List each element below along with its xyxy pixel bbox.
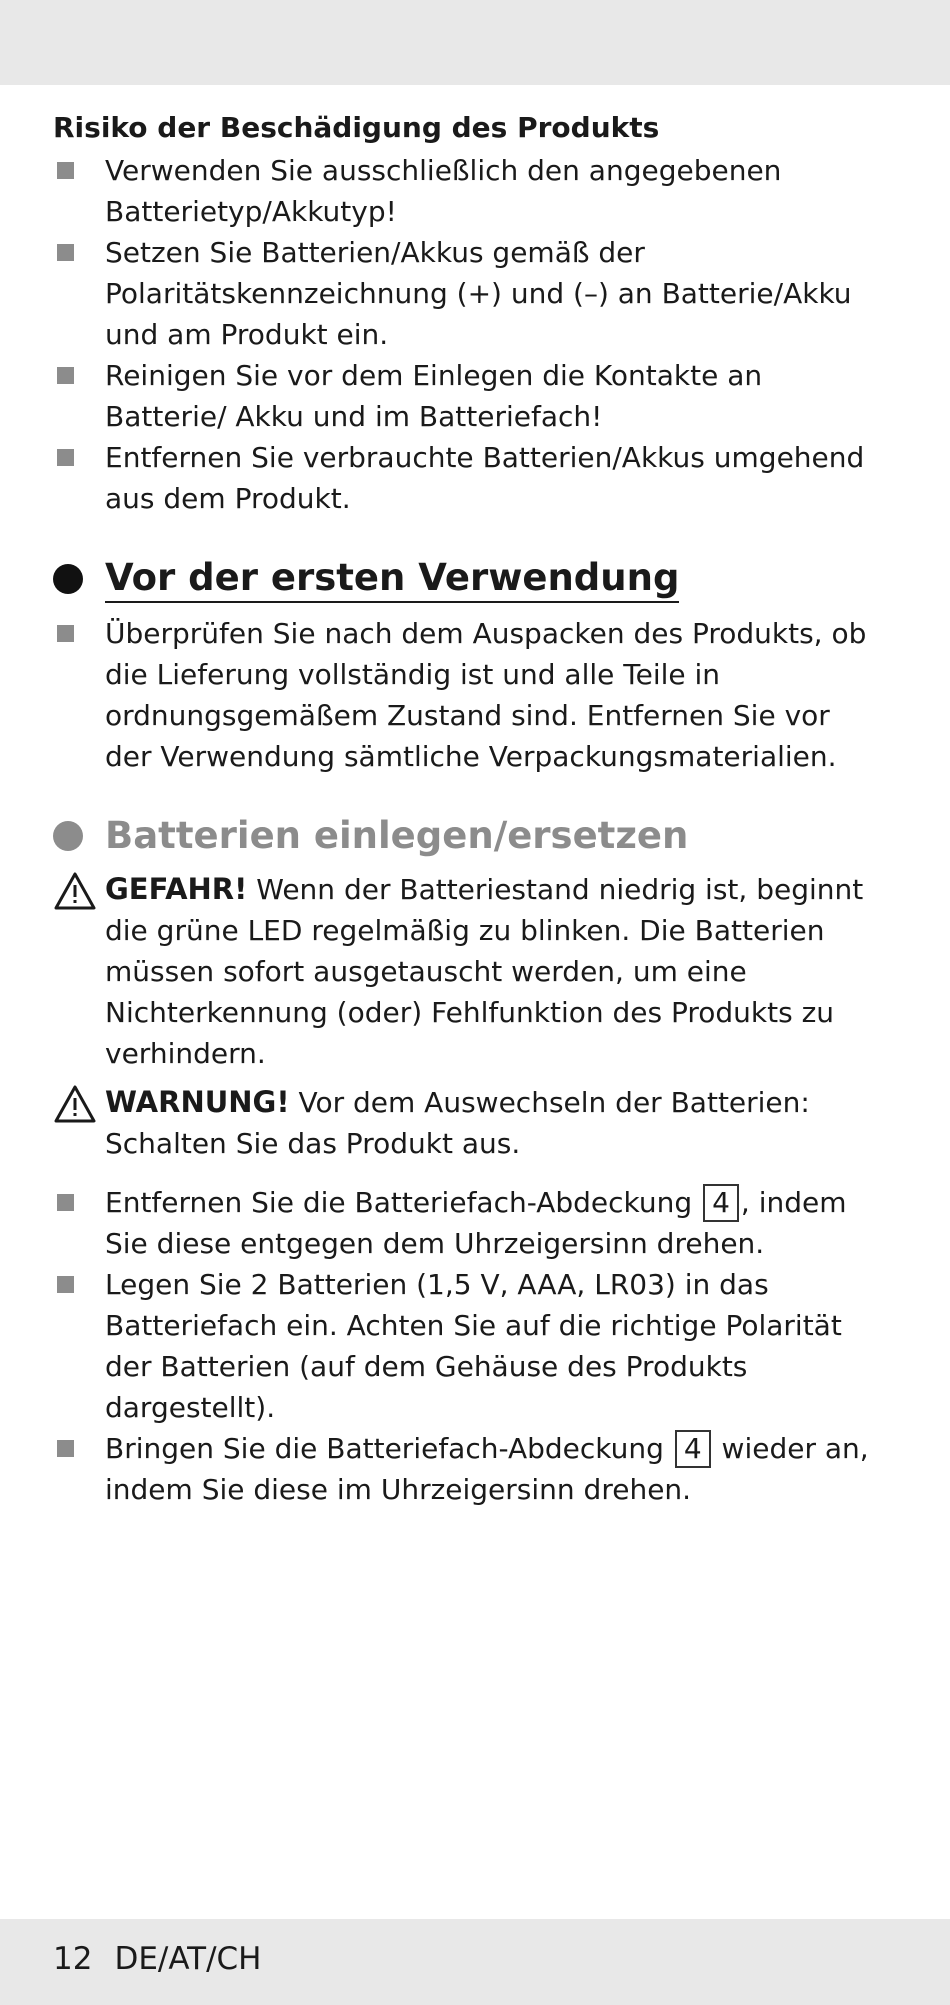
list-item — [53, 355, 883, 437]
square-bullet-icon — [57, 244, 74, 261]
page-content — [53, 108, 883, 1510]
circle-bullet-icon — [53, 821, 83, 851]
list-item — [53, 1428, 883, 1510]
danger-notice — [53, 869, 883, 1074]
first-use-list — [53, 613, 883, 777]
battery-steps-list — [53, 1182, 883, 1510]
warning-triangle-icon — [53, 1084, 97, 1124]
page-footer — [53, 1941, 262, 1977]
warning-text: Vor dem Auswechseln der Batterien: Schalten Sie das Produkt aus. — [105, 1086, 810, 1160]
risk-list — [53, 150, 883, 519]
list-item-text: Verwenden Sie ausschließlich den angegebenen Batterietyp/Akkutyp! — [105, 154, 782, 228]
batteries-section-heading — [53, 813, 883, 859]
spacer — [53, 1164, 883, 1182]
list-item-text: Reinigen Sie vor dem Einlegen die Kontakte an Batterie/ Akku und im Batteriefach! — [105, 359, 763, 433]
first-use-section-heading — [53, 555, 883, 603]
list-item — [53, 613, 883, 777]
square-bullet-icon — [57, 1440, 74, 1457]
warning-notice — [53, 1082, 883, 1164]
first-use-title: Vor der ersten Verwendung — [105, 555, 679, 603]
warning-triangle-icon — [53, 871, 97, 911]
list-item — [53, 1182, 883, 1264]
part-reference-badge: 4 — [675, 1430, 711, 1468]
list-item-text: Entfernen Sie verbrauchte Batterien/Akkus umgehend aus dem Produkt. — [105, 441, 865, 515]
square-bullet-icon — [57, 449, 74, 466]
square-bullet-icon — [57, 1194, 74, 1211]
locale-label: DE/AT/CH — [114, 1941, 262, 1977]
step-text: , indem Sie diese entgegen dem Uhrzeigersinn drehen. — [105, 1186, 847, 1260]
list-item — [53, 232, 883, 355]
batteries-title: Batterien einlegen/ersetzen — [105, 814, 689, 857]
risk-heading: Risiko der Beschädigung des Produkts — [53, 111, 660, 144]
list-item — [53, 1264, 883, 1428]
list-item-text: Setzen Sie Batterien/Akkus gemäß der Polaritätskennzeichnung (+) und (–) an Batterie/Akku und am Produkt ein. — [105, 236, 852, 351]
warning-label: WARNUNG! — [105, 1085, 290, 1119]
step-text: Entfernen Sie die Batteriefach-Abdeckung — [105, 1186, 693, 1219]
square-bullet-icon — [57, 367, 74, 384]
step-text: wieder an, indem Sie diese im Uhrzeigersinn drehen. — [105, 1432, 869, 1506]
square-bullet-icon — [57, 1276, 74, 1293]
list-item — [53, 150, 883, 232]
part-reference-badge: 4 — [703, 1184, 739, 1222]
danger-label: GEFAHR! — [105, 872, 248, 906]
square-bullet-icon — [57, 162, 74, 179]
step-text: Legen Sie 2 Batterien (1,5 V, AAA, LR03) in das Batteriefach ein. Achten Sie auf die richtige Polarität der Batterien (auf dem Gehäuse des Produkts dargestellt). — [105, 1268, 842, 1424]
danger-text: Wenn der Batteriestand niedrig ist, beginnt die grüne LED regelmäßig zu blinken. Die Batterien müssen sofort ausgetauscht werden, um eine Nichterkennung (oder) Fehlfunktion des Produkts zu verhindern. — [105, 873, 864, 1070]
list-item-text: Überprüfen Sie nach dem Auspacken des Produkts, ob die Lieferung vollständig ist und alle Teile in ordnungsgemäßem Zustand sind. Entfernen Sie vor der Verwendung sämtliche Verpackungsmaterialien. — [105, 617, 867, 773]
square-bullet-icon — [57, 625, 74, 642]
list-item — [53, 437, 883, 519]
header-band — [0, 0, 950, 85]
step-text: Bringen Sie die Batteriefach-Abdeckung — [105, 1432, 664, 1465]
page-number: 12 — [53, 1941, 93, 1977]
circle-bullet-icon — [53, 564, 83, 594]
